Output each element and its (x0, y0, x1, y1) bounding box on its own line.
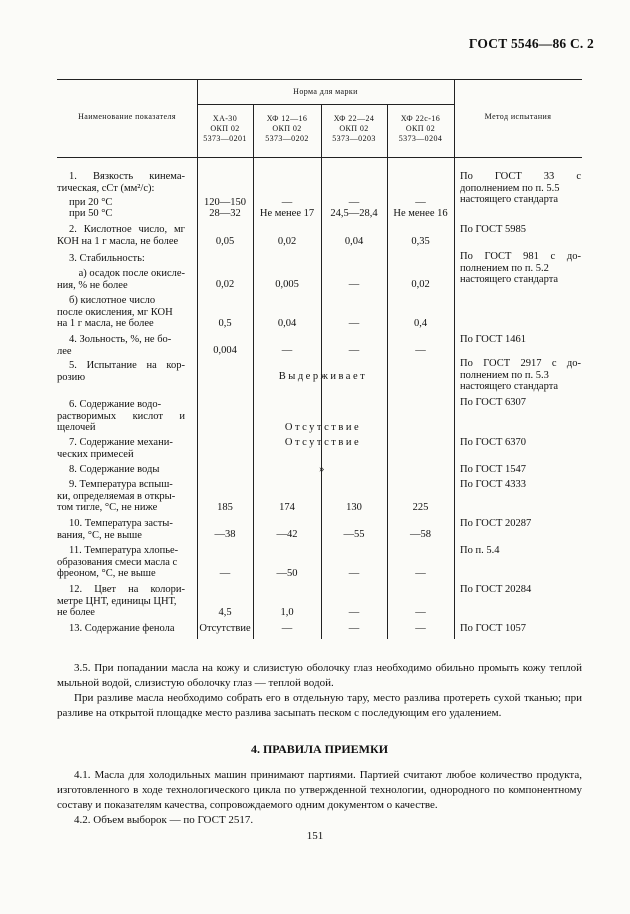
method-cell: По ГОСТ 6370 (460, 437, 527, 448)
method-cell: По ГОСТ 5985 (460, 224, 527, 235)
row-subname: при 20 °С (69, 197, 113, 208)
row-name: 8. Содержание воды (69, 464, 160, 475)
table-cell: — (415, 197, 426, 208)
table-cell: 0,02 (411, 279, 430, 290)
row-name: 1. Вязкость кинема- (69, 171, 185, 182)
table-cell: 174 (279, 502, 295, 513)
paragraph-4: 4.1. Масла для холодильных машин принимают партиями. Партией считают любое количество продукта, изготовленного в ходе технологического цикла по утвержденной технологии, однородного по компонентному составу и показателям качества, сопровождаемого одним документом о качестве. 4.2. Объем выборок — по ГОСТ 2517. (57, 769, 582, 826)
table-cell: — (348, 623, 360, 634)
row-name: 3. Стабильность: (69, 253, 145, 264)
table-cell: —55 (343, 529, 365, 540)
method-cell: По ГОСТ 1461 (460, 334, 527, 345)
table-cell: 185 (217, 502, 233, 513)
table-cell: — (348, 607, 360, 618)
table-cell: —42 (276, 529, 298, 540)
method-cell: По п. 5.4 (460, 545, 500, 556)
table-cell: — (281, 345, 293, 356)
merged-value: Отсутствие (284, 422, 362, 433)
table-cell: 0,005 (275, 279, 299, 290)
grade-header: ХА-30 ОКП 02 5373—0201 (203, 114, 247, 143)
row-name: тическая, сСт (мм²/с): (57, 183, 155, 194)
table-cell: 0,02 (215, 279, 235, 290)
merged-value: » (319, 464, 327, 475)
row-name: 9. Температура вспыш- ки, определяемая в откры- том тигле, °С, не ниже (57, 479, 176, 513)
row-name: 4. Зольность, %, не бо- лее (57, 334, 172, 357)
table-cell: — (281, 623, 293, 634)
paragraph-3-5: 3.5. При попадании масла на кожу и слизистую оболочку глаз необходимо обильно промыть кожу теплой мыльной водой, слизистую оболочку глаз — теплой водой. При разливе масла необходимо собрать его в отдельную тару, место разлива протереть сухой тканью; при разливе на открытой площадке место разлива засыпать песком с последующим его удалением. (57, 662, 582, 719)
row-name: 2. Кислотное число, мг (69, 224, 185, 235)
method-cell: По ГОСТ 20284 (460, 584, 532, 595)
page-number: 151 (306, 830, 324, 842)
table-cell: — (415, 568, 426, 579)
merged-value: Отсутствие (284, 437, 362, 448)
method-cell: По ГОСТ 981 с до- полнением по п. 5.2 настоящего стандарта (460, 251, 581, 285)
row-name: а) осадок после окисле- ния, % не более (57, 268, 185, 291)
method-cell: По ГОСТ 1057 (460, 623, 527, 634)
table-cell: 0,004 (213, 345, 237, 356)
table-cell: 24,5—28,4 (330, 208, 378, 219)
table-cell: — (415, 345, 426, 356)
table-cell: Не менее 16 (393, 208, 448, 219)
table-cell: 120—150 (204, 197, 246, 208)
table-cell: 0,04 (344, 236, 364, 247)
section-title: 4. ПРАВИЛА ПРИЕМКИ (250, 742, 389, 756)
page-header: ГОСТ 5546—86 С. 2 (468, 36, 594, 51)
table-cell: — (219, 568, 231, 579)
table-cell: 0,02 (277, 236, 297, 247)
row-subname: при 50 °С (69, 208, 113, 219)
table-cell: 0,04 (277, 318, 297, 329)
table-cell: 0,4 (413, 318, 428, 329)
row-name: 5. Испытание на кор- розию (57, 360, 185, 383)
table-cell: — (348, 345, 360, 356)
method-cell: По ГОСТ 2917 с до- полнением по п. 5.3 настоящего стандарта (460, 358, 581, 392)
table-cell: 130 (346, 502, 362, 513)
row-name: б) кислотное число после окисления, мг КОН на 1 г масла, не более (57, 295, 173, 329)
table-cell: Не менее 17 (259, 208, 315, 219)
table-cell: — (415, 607, 426, 618)
table-cell: — (348, 279, 360, 290)
row-name: 10. Температура засты- вания, °С, не выше (57, 518, 173, 541)
table-cell: 1,0 (280, 607, 294, 618)
table-cell: 0,5 (218, 318, 232, 329)
table-cell: — (348, 568, 360, 579)
table-cell: 0,05 (215, 236, 235, 247)
row-name: 11. Температура хлопье- образования смеси масла с фреоном, °С, не выше (57, 545, 179, 579)
specs-table (57, 79, 582, 639)
table-cell: —38 (214, 529, 236, 540)
column-header-name: Наименование показателя (78, 112, 176, 121)
table-cell: — (348, 318, 360, 329)
row-name: КОН на 1 г масла, не более (57, 236, 179, 247)
table-cell: Отсутствие (199, 623, 251, 634)
table-cell: 28—32 (209, 208, 241, 219)
method-cell: По ГОСТ 6307 (460, 397, 527, 408)
table-cell: — (281, 197, 293, 208)
table-cell: —50 (276, 568, 298, 579)
table-cell: 225 (412, 502, 429, 513)
method-cell: По ГОСТ 20287 (460, 518, 532, 529)
method-cell: По ГОСТ 1547 (460, 464, 527, 475)
table-cell: —58 (410, 529, 431, 540)
table-cell: — (348, 197, 360, 208)
row-name: 13. Содержание фенола (69, 623, 175, 634)
column-header-method: Метод испытания (484, 112, 552, 121)
table-cell: — (415, 623, 426, 634)
column-header-norm: Норма для марки (293, 87, 358, 96)
merged-value: Выдерживает (278, 371, 368, 382)
grade-header: ХФ 22—24 ОКП 02 5373—0203 (332, 114, 376, 143)
row-name: 12. Цвет на колори- метре ЦНТ, единицы ЦНТ, не более (57, 584, 185, 618)
grade-header: ХФ 12—16 ОКП 02 5373—0202 (265, 114, 309, 143)
method-cell: По ГОСТ 33 с дополнением по п. 5.5 настоящего стандарта (460, 171, 581, 205)
row-name: 7. Содержание механи- ческих примесей (57, 437, 173, 460)
grade-header: ХФ 22с-16 ОКП 02 5373—0204 (398, 114, 443, 143)
method-cell: По ГОСТ 4333 (460, 479, 527, 490)
row-name: 6. Содержание водо- растворимых кислот и щелочей (57, 399, 185, 433)
table-cell: 4,5 (218, 607, 232, 618)
table-cell: 0,35 (411, 236, 430, 247)
